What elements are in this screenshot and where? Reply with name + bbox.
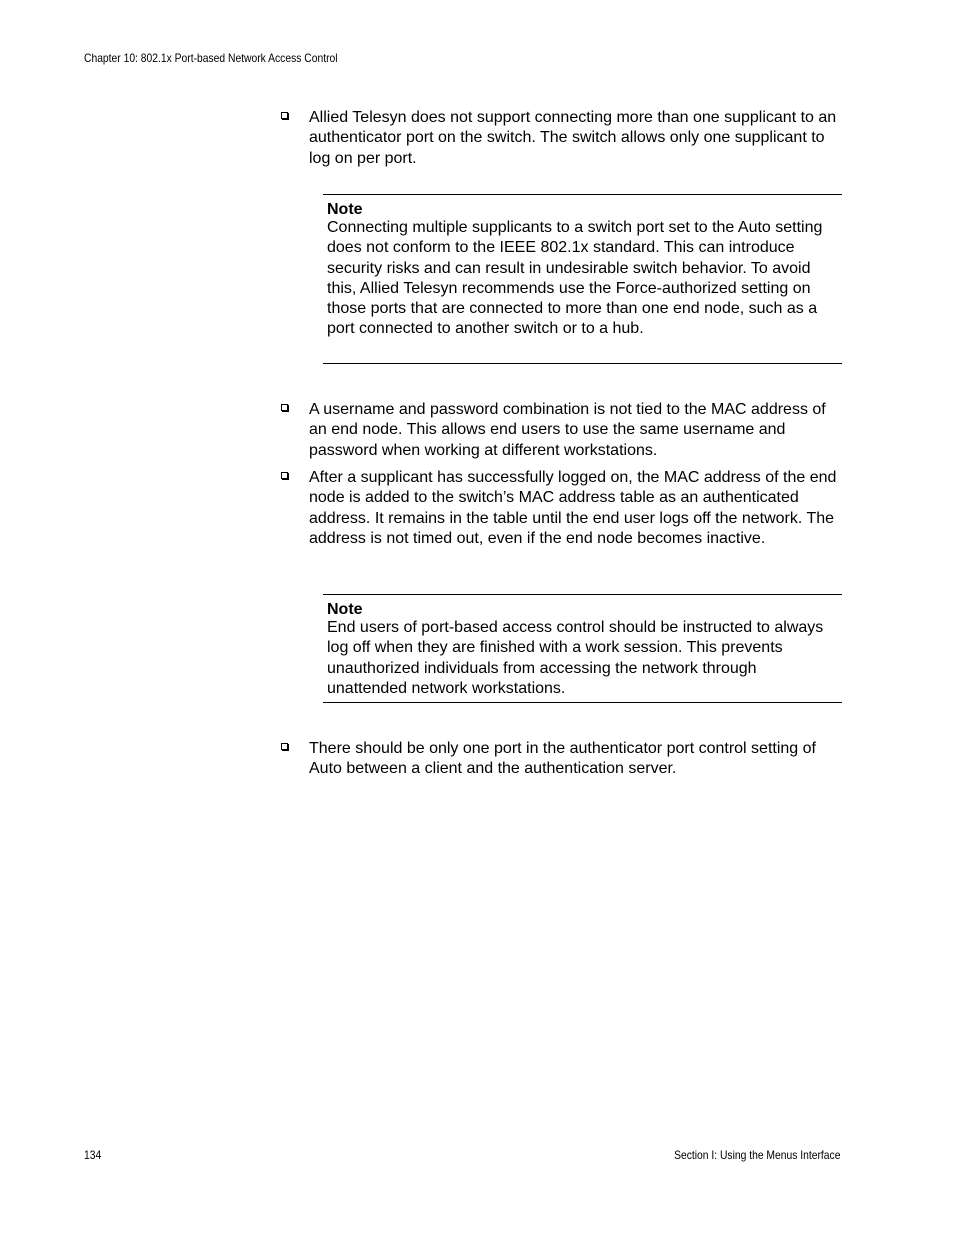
checkbox-bullet-icon: [281, 743, 288, 750]
bullet-text: Allied Telesyn does not support connecting more than one supplicant to an authenticator port on the switch. The switch allows only one supplicant to log on per port.: [309, 109, 837, 167]
bullet-text: There should be only one port in the authenticator port control setting of Auto between a client and the authentication server.: [309, 740, 816, 778]
note-body: Connecting multiple supplicants to a switch port set to the Auto setting does not conform to the IEEE 802.1x standard. This can introduce security risks and can result in undesirable switch behavior. To avoid this, Allied Telesyn recommends use the Force-authorized setting on those ports that are connected to more than one end node, such as a port connected to another switch or to a hub.: [327, 219, 823, 338]
note-box: [323, 594, 842, 703]
running-header: Chapter 10: 802.1x Port-based Network Access Control: [84, 51, 338, 65]
checkbox-bullet-icon: [281, 112, 288, 119]
bullet-text: A username and password combination is not tied to the MAC address of an end node. This allows end users to use the same username and password when working at different workstations.: [309, 401, 826, 459]
note-title: Note: [327, 601, 363, 618]
note-box: [323, 194, 842, 364]
running-footer-section: Section I: Using the Menus Interface: [673, 1148, 840, 1162]
checkbox-bullet-icon: [281, 404, 288, 411]
note-title: Note: [327, 201, 363, 218]
bullet-text: After a supplicant has successfully logged on, the MAC address of the end node is added to the switch’s MAC address table as an authenticated address. It remains in the table until the end user logs off the network. The address is not timed out, even if the end node becomes inactive.: [309, 469, 837, 547]
note-body: End users of port-based access control should be instructed to always log off when they are finished with a work session. This prevents unauthorized individuals from accessing the network through unattended network workstations.: [327, 619, 824, 697]
checkbox-bullet-icon: [281, 472, 288, 479]
page-number: 134: [84, 1148, 102, 1162]
